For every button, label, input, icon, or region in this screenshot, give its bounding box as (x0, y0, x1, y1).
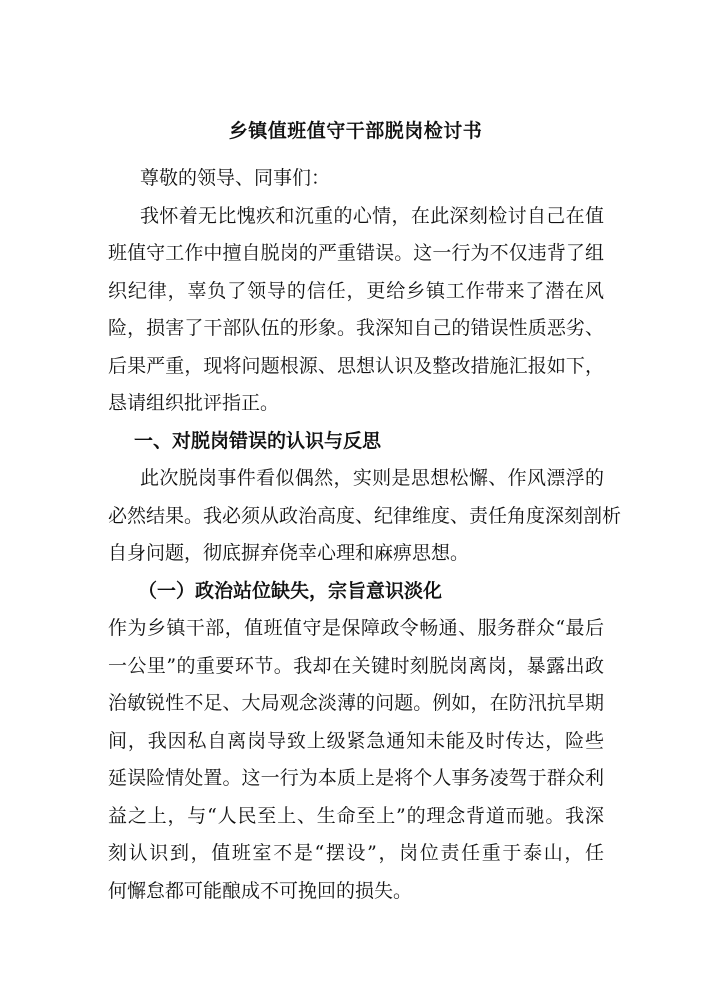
section-heading-1: 一、对脱岗错误的认识与反思 (134, 429, 382, 452)
paragraph-line: 班值守工作中擅自脱岗的严重错误。这一行为不仅违背了组 (108, 242, 604, 264)
document-title: 乡镇值班值守干部脱岗检讨书 (228, 120, 483, 142)
paragraph-line: 作为乡镇干部，值班值守是保障政令畅通、服务群众“最后 (108, 617, 604, 639)
subsection-heading-1: （一）政治站位缺失，宗旨意识淡化 (138, 579, 443, 602)
paragraph-line: 此次脱岗事件看似偶然，实则是思想松懈、作风漂浮的 (140, 467, 604, 489)
paragraph-line: 何懈怠都可能酿成不可挽回的损失。 (108, 879, 413, 902)
paragraph-3 (108, 610, 604, 910)
paragraph-line: 织纪律，辜负了领导的信任，更给乡镇工作带来了潜在风 (108, 279, 604, 302)
paragraph-line: 治敏锐性不足、大局观念淡薄的问题。例如，在防汛抗旱期 (108, 692, 604, 714)
paragraph-line: 刻认识到，值班室不是“摆设”，岗位责任重于泰山，任 (108, 842, 604, 864)
paragraph-line: 恳请组织批评指正。 (108, 392, 280, 414)
paragraph-line: 延误险情处置。这一行为本质上是将个人事务凌驾于群众利 (108, 767, 604, 789)
paragraph-line: 我怀着无比愧疚和沉重的心情，在此深刻检讨自己在值 (140, 204, 604, 227)
paragraph-2 (108, 460, 622, 573)
paragraph-line: 必然结果。我必须从政治高度、纪律维度、责任角度深刻剖析 (108, 504, 622, 527)
paragraph-line: 险，损害了干部队伍的形象。我深知自己的错误性质恶劣、 (108, 317, 604, 339)
paragraph-line: 自身问题，彻底摒弃侥幸心理和麻痹思想。 (108, 542, 470, 564)
paragraph-line: 益之上，与“人民至上、生命至上”的理念背道而驰。我深 (108, 804, 604, 827)
paragraph-line: 间，我因私自离岗导致上级紧急通知未能及时传达，险些 (108, 729, 604, 752)
paragraph-line: 一公里”的重要环节。我却在关键时刻脱岗离岗，暴露出政 (108, 654, 604, 677)
greeting: 尊敬的领导、同事们： (140, 167, 331, 189)
document-body (108, 160, 622, 910)
paragraph-line: 后果严重，现将问题根源、思想认识及整改措施汇报如下， (108, 354, 604, 377)
paragraph-1 (108, 198, 604, 423)
